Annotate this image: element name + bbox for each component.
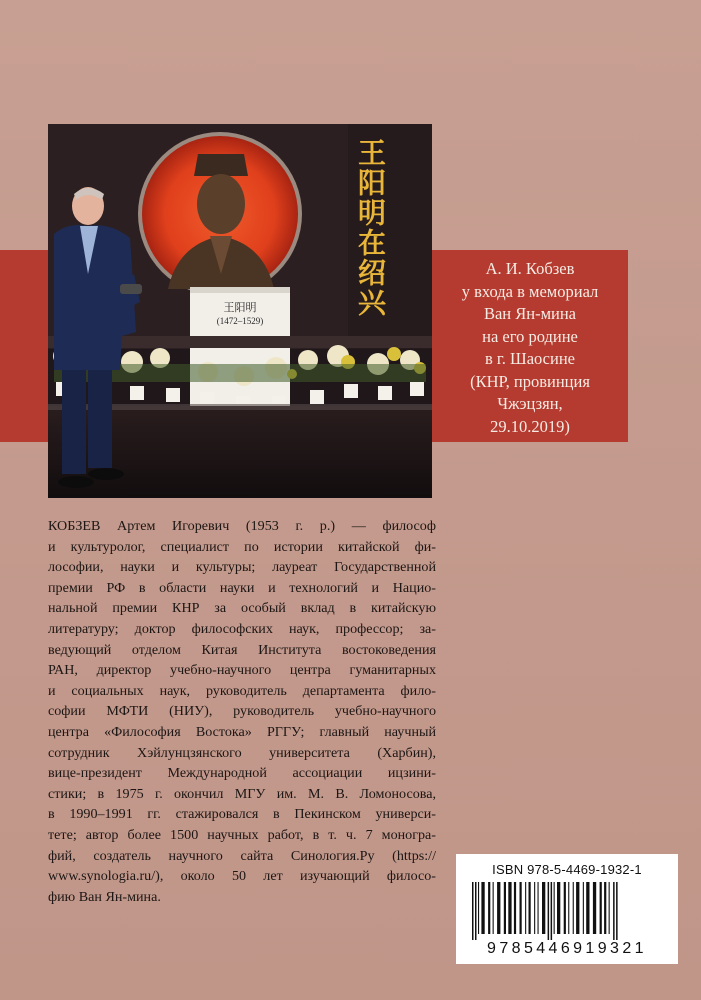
caption-line: 29.10.2019): [490, 416, 570, 436]
bio-line: центра «Философия Востока» РГГУ; главный научный: [48, 723, 436, 740]
plaque-dates: (1472–1529): [216, 316, 264, 326]
bio-line: КОБЗЕВ Артем Игоревич (1953 г. р.) — философ: [48, 518, 436, 534]
bio-line: ведующий отделом Китая Института востоковедения: [48, 641, 436, 658]
caption-line: Чжэцзян,: [497, 394, 563, 413]
isbn-barcode: [456, 854, 678, 964]
photo-caption: [440, 258, 620, 438]
bio-line: премии РФ в области науки и технологий и Нацио-: [48, 579, 436, 596]
bio-line: РАН, директор учебно-научного центра гуманитарных: [48, 662, 436, 679]
bio-line: www.synologia.ru/), около 50 лет изучающий филосо-: [48, 868, 436, 885]
bio-line: фию Ван Ян-мина.: [48, 888, 161, 905]
caption-line: А. И. Кобзев: [485, 259, 575, 278]
bio-line: лософии, науки и культуры; лауреат Государственной: [48, 559, 436, 576]
chinese-title: 王阳明在绍兴: [354, 138, 387, 318]
bio-line: в 1990–1991 гг. стажировался в Пекинском универси-: [48, 806, 436, 823]
caption-line: у входа в мемориал: [461, 281, 599, 301]
bio-line: нальной премии КНР за особый вклад в китайскую: [48, 600, 436, 617]
bio-line: и социальных наук, руководитель департамента фило-: [48, 682, 436, 699]
memorial-photo: [48, 124, 432, 498]
barcode-digits: 9785446919321: [487, 940, 647, 957]
bio-line: сотрудник Хэйлунцзянского университета (Харбин),: [48, 744, 436, 761]
bio-line: софии МФТИ (НИУ), руководитель учебно-научного: [48, 703, 436, 720]
caption-line: Ван Ян-мина: [483, 304, 577, 323]
bio-line: тете; автор более 1500 научных работ, в т. ч. 7 моногра-: [48, 826, 436, 843]
bio-line: литературу; доктор философских наук, профессор; за-: [48, 620, 436, 637]
bio-line: стики; в 1975 г. окончил МГУ им. М. В. Ломоносова,: [48, 785, 436, 802]
bio-line: и культуролог, специалист по истории китайской фи-: [48, 538, 436, 555]
plaque-name: 王阳明: [223, 301, 257, 314]
caption-line: (КНР, провинция: [470, 371, 590, 391]
barcode-bars: [470, 882, 664, 940]
isbn-label: ISBN 978-5-4469-1932-1: [492, 862, 642, 877]
caption-line: в г. Шаосине: [484, 349, 575, 368]
bio-line: фий, создатель научного сайта Синология.Ру (https://: [48, 847, 436, 864]
bio-line: вице-президент Международной ассоциации ицзини-: [48, 765, 436, 782]
caption-line: на его родине: [482, 326, 578, 346]
author-bio: [48, 516, 436, 907]
